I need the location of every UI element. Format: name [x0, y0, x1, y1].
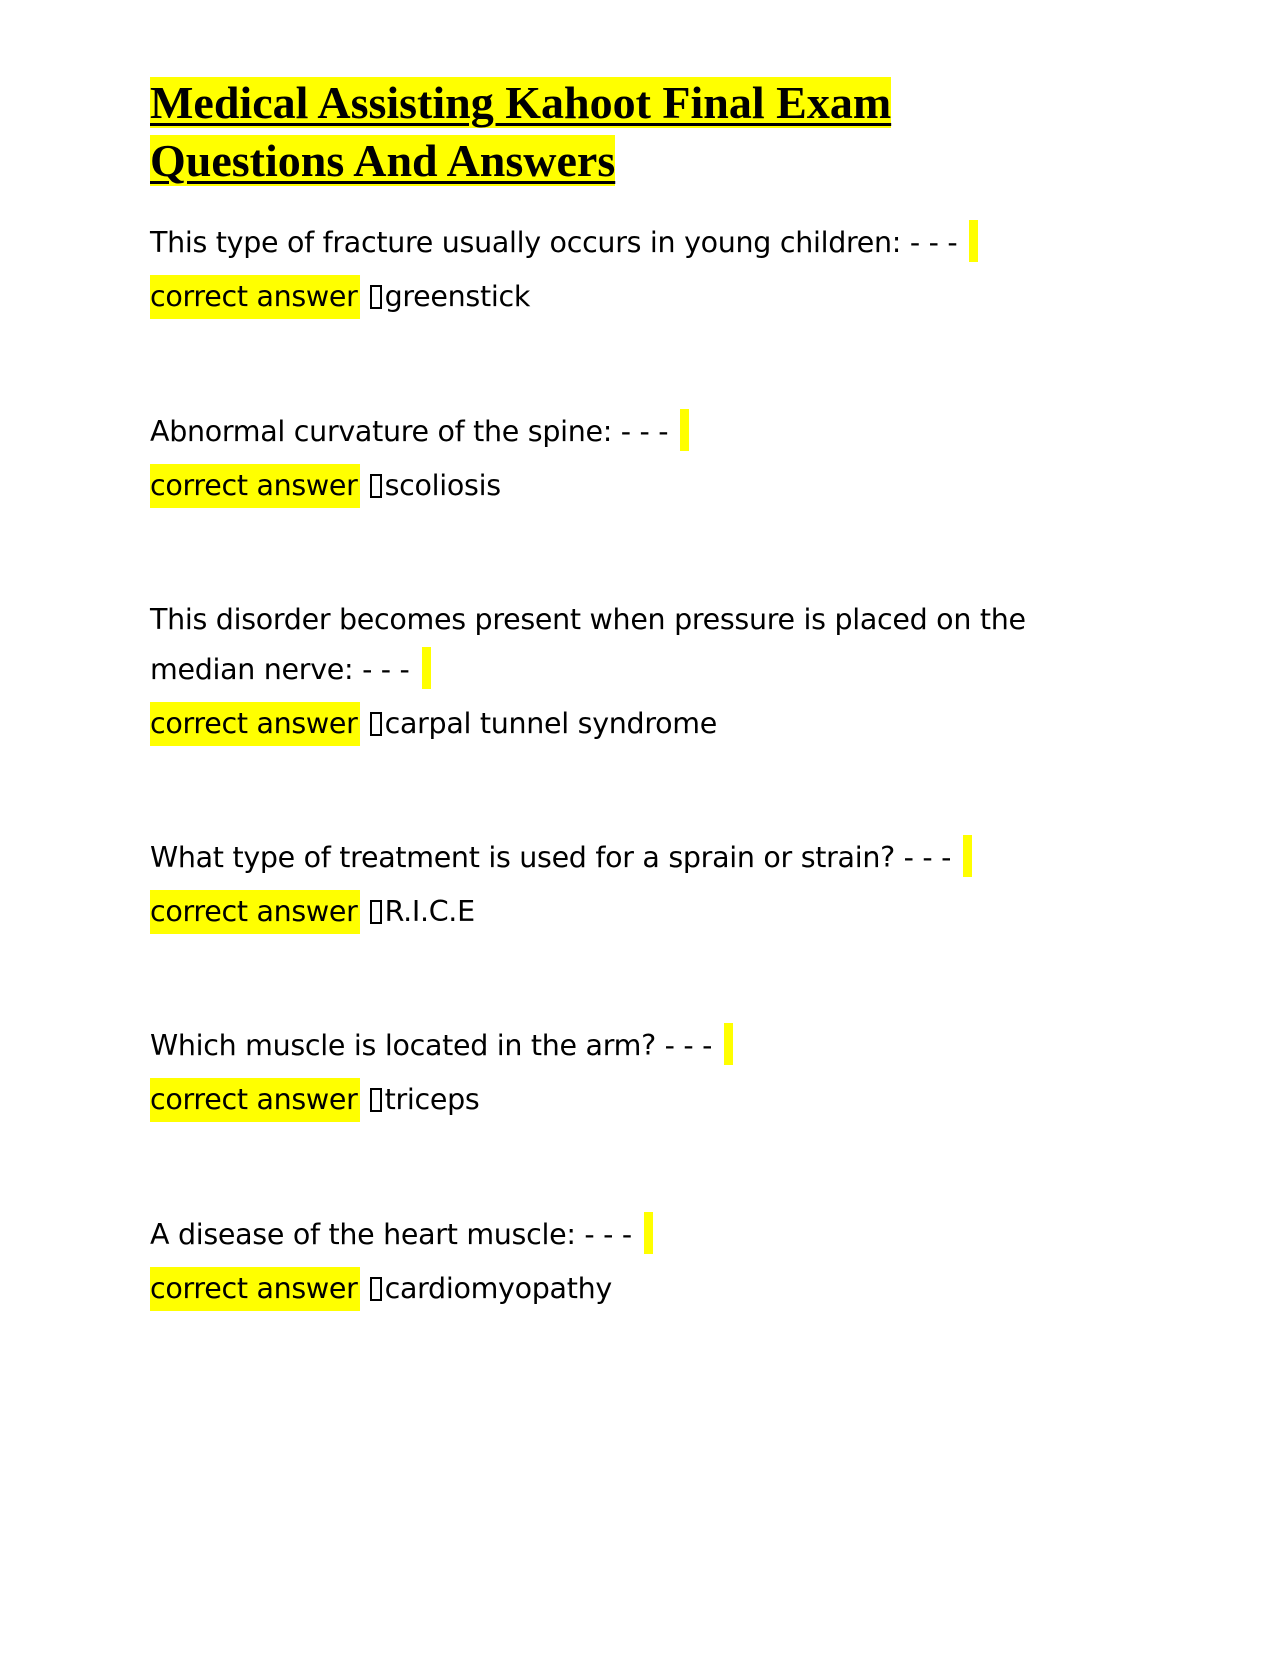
answer-text: greenstick [384, 280, 531, 313]
qa-item [150, 1210, 1070, 1314]
correct-answer-label: correct answer [150, 275, 360, 319]
question-label: Abnormal curvature of the spine: - - - [150, 415, 669, 448]
question-text [150, 407, 1070, 457]
correct-answer-label: correct answer [150, 702, 360, 746]
correct-answer-label: correct answer [150, 464, 360, 508]
title-line-1: Medical Assisting Kahoot Final Exam [150, 77, 892, 128]
document-title [150, 74, 1010, 190]
missing-glyph-icon [370, 1277, 382, 1301]
qa-item [150, 218, 1070, 322]
correct-answer-label: correct answer [150, 1267, 360, 1311]
qa-item [150, 1021, 1070, 1125]
title-line-2: Questions And Answers [150, 135, 616, 186]
missing-glyph-icon [370, 285, 382, 309]
highlight-marker [644, 1212, 653, 1254]
answer-text: R.I.C.E [384, 895, 475, 928]
missing-glyph-icon [370, 900, 382, 924]
highlight-marker [724, 1023, 733, 1065]
question-text [150, 833, 1070, 883]
qa-item [150, 407, 1070, 511]
highlight-marker [422, 647, 431, 689]
qa-item [150, 833, 1070, 937]
answer-text: scoliosis [384, 469, 501, 502]
missing-glyph-icon [370, 474, 382, 498]
answer-line [150, 272, 1070, 322]
question-label: A disease of the heart muscle: - - - [150, 1218, 632, 1251]
correct-answer-label: correct answer [150, 890, 360, 934]
question-label: This type of fracture usually occurs in young children: - - - [150, 226, 958, 259]
question-label: This disorder becomes present when pressure is placed on the median nerve: - - - [150, 603, 1026, 686]
answer-text: cardiomyopathy [384, 1272, 612, 1305]
answer-text: carpal tunnel syndrome [384, 707, 717, 740]
question-text [150, 1021, 1070, 1071]
question-text [150, 595, 1070, 695]
question-label: What type of treatment is used for a sprain or strain? - - - [150, 841, 952, 874]
highlight-marker [680, 409, 689, 451]
question-text [150, 1210, 1070, 1260]
qa-item [150, 595, 1070, 749]
answer-line [150, 1264, 1070, 1314]
correct-answer-label: correct answer [150, 1078, 360, 1122]
answer-text: triceps [384, 1083, 480, 1116]
answer-line [150, 461, 1070, 511]
highlight-marker [969, 220, 978, 262]
highlight-marker [963, 835, 972, 877]
missing-glyph-icon [370, 1088, 382, 1112]
question-text [150, 218, 1070, 268]
question-label: Which muscle is located in the arm? - - - [150, 1029, 713, 1062]
missing-glyph-icon [370, 712, 382, 736]
answer-line [150, 1075, 1070, 1125]
answer-line [150, 887, 1070, 937]
answer-line [150, 699, 1070, 749]
